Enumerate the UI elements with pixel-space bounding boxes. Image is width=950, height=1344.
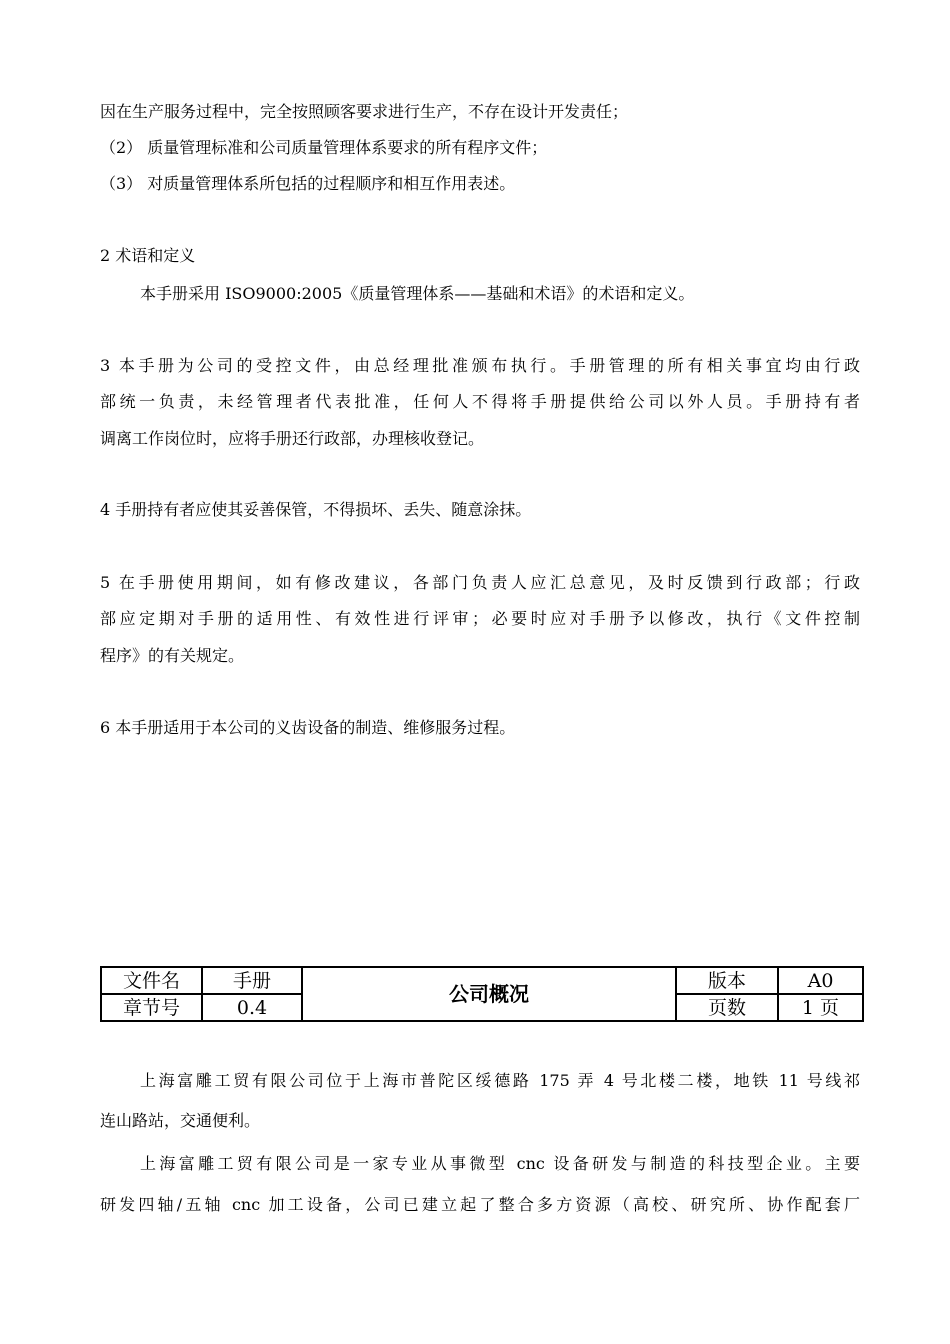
section-title: 公司概况 (302, 967, 676, 1021)
overview-p2-line-1: 上海富雕工贸有限公司是一家专业从事微型 cnc 设备研发与制造的科技型企业。主要 (140, 1154, 860, 1173)
section-3-line-2: 部统一负责，未经管理者代表批准，任何人不得将手册提供给公司以外人员。手册持有者 (100, 392, 860, 411)
overview-p1-line-1: 上海富雕工贸有限公司位于上海市普陀区绥德路 175 弄 4 号北楼二楼，地铁 11 号线祁 (140, 1071, 860, 1090)
filename-value: 手册 (202, 967, 302, 994)
section-3-line-1: 3 本手册为公司的受控文件，由总经理批准颁布执行。手册管理的所有相关事宜均由行政 (100, 356, 860, 375)
section-6-line: 6 本手册适用于本公司的义齿设备的制造、维修服务过程。 (100, 718, 516, 737)
intro-line: 因在生产服务过程中，完全按照顾客要求进行生产，不存在设计开发责任； (100, 102, 629, 121)
section-4-line: 4 手册持有者应使其妥善保管，不得损坏、丢失、随意涂抹。 (100, 500, 532, 519)
chapter-value: 0.4 (202, 994, 302, 1021)
overview-p2-line-2: 研发四轴/五轴 cnc 加工设备，公司已建立起了整合多方资源（高校、研究所、协作配套厂 (100, 1195, 860, 1214)
filename-label: 文件名 (101, 967, 202, 994)
section-3-line-3: 调离工作岗位时，应将手册还行政部，办理核收登记。 (100, 429, 485, 448)
chapter-label: 章节号 (101, 994, 202, 1021)
version-value: A0 (778, 967, 863, 994)
pages-value: 1 页 (778, 994, 863, 1021)
overview-p1-line-2: 连山路站，交通便利。 (100, 1111, 261, 1130)
section-2-body: 本手册采用 ISO9000:2005《质量管理体系——基础和术语》的术语和定义。 (140, 284, 695, 303)
section-5-line-1: 5 在手册使用期间，如有修改建议，各部门负责人应汇总意见，及时反馈到行政部；行政 (100, 573, 860, 592)
document-header-table (100, 966, 864, 1022)
list-item-3: （3） 对质量管理体系所包括的过程顺序和相互作用表述。 (100, 174, 516, 193)
list-item-2: （2） 质量管理标准和公司质量管理体系要求的所有程序文件； (100, 138, 548, 157)
section-2-heading: 2 术语和定义 (100, 246, 196, 265)
section-5-line-3: 程序》的有关规定。 (100, 646, 245, 665)
section-5-line-2: 部应定期对手册的适用性、有效性进行评审；必要时应对手册予以修改，执行《文件控制 (100, 609, 860, 628)
version-label: 版本 (676, 967, 778, 994)
pages-label: 页数 (676, 994, 778, 1021)
